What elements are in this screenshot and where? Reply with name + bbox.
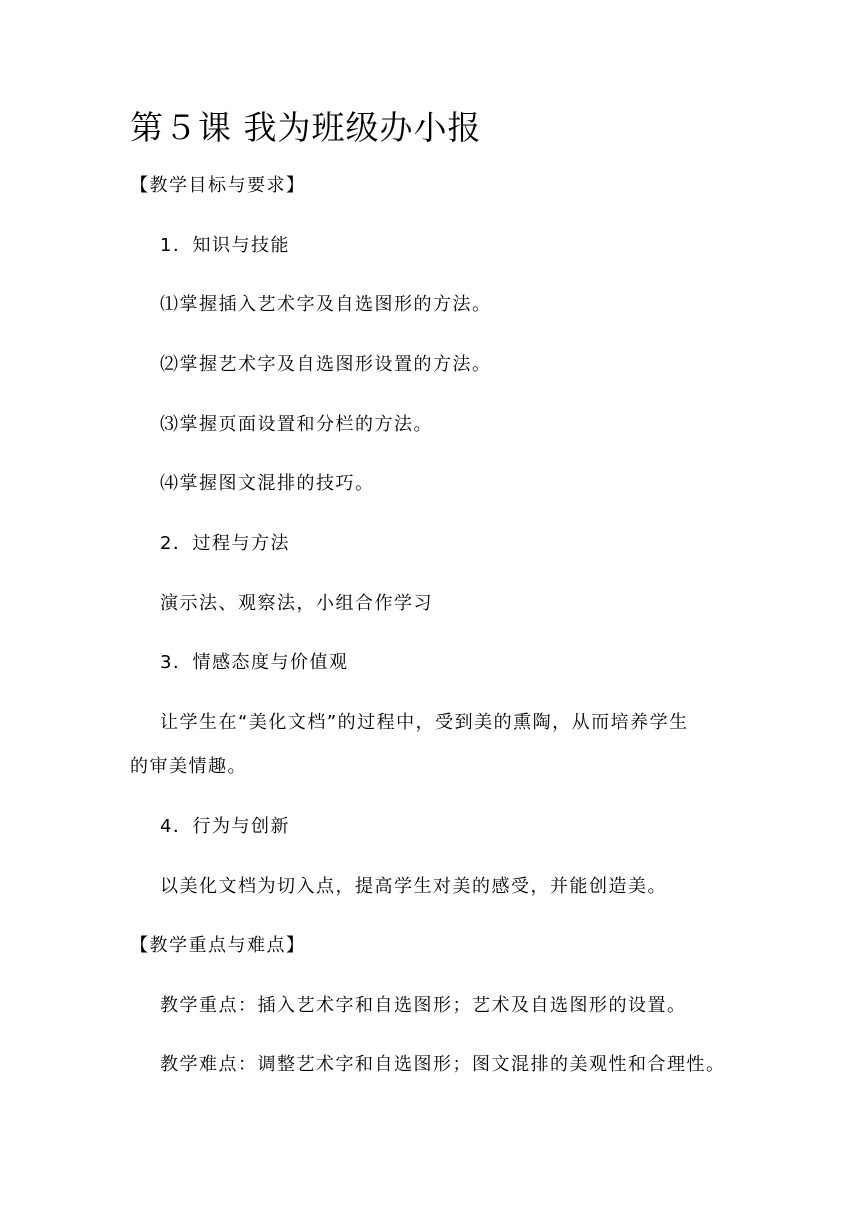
- item3-title: 3．情感态度与价值观: [160, 652, 349, 673]
- item3-text-line1: 让学生在“美化文档”的过程中，受到美的熏陶，从而培养学生: [160, 712, 689, 733]
- item1-point-4: ⑷掌握图文混排的技巧。: [160, 473, 375, 494]
- item2-text: 演示法、观察法，小组合作学习: [160, 593, 433, 614]
- key-point-text: 教学重点：插入艺术字和自选图形；艺术及自选图形的设置。: [160, 995, 687, 1016]
- section-heading-goals: 【教学目标与要求】: [130, 175, 306, 196]
- item3-text-line2: 的审美情趣。: [130, 756, 247, 777]
- item1-title: 1．知识与技能: [160, 235, 290, 256]
- section-heading-key: 【教学重点与难点】: [130, 935, 306, 956]
- item1-point-2: ⑵掌握艺术字及自选图形设置的方法。: [160, 354, 492, 375]
- lesson-title: 第５课 我为班级办小报: [130, 108, 482, 147]
- item4-text: 以美化文档为切入点，提高学生对美的感受，并能创造美。: [160, 876, 667, 897]
- item1-point-1: ⑴掌握插入艺术字及自选图形的方法。: [160, 294, 492, 315]
- item4-title: 4．行为与创新: [160, 816, 290, 837]
- item1-point-3: ⑶掌握页面设置和分栏的方法。: [160, 414, 433, 435]
- item2-title: 2．过程与方法: [160, 533, 290, 554]
- difficult-point-text: 教学难点：调整艺术字和自选图形；图文混排的美观性和合理性。: [160, 1054, 726, 1075]
